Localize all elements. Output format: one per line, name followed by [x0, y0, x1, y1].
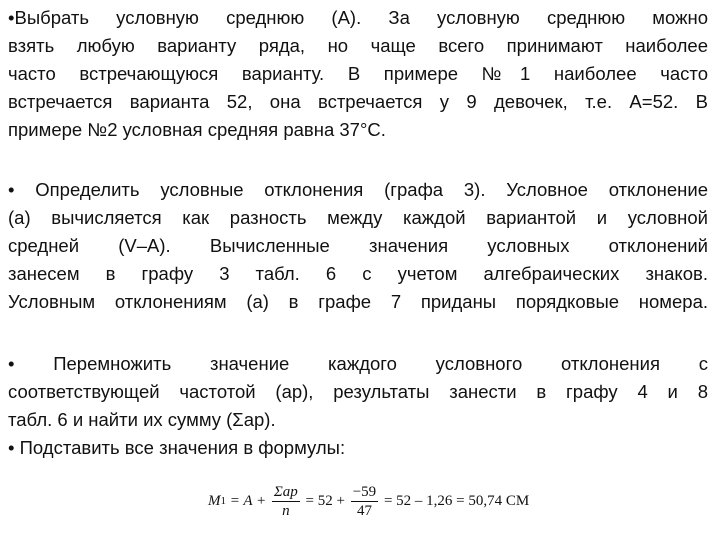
- formula-eq1: = A +: [226, 492, 270, 509]
- text-line: занесем в графу 3 табл. 6 с учетом алгебраических знаков.: [8, 263, 708, 284]
- mean-formula: [208, 476, 530, 526]
- text-line: соответствующей частотой (ар), результаты занести в графу 4 и 8: [8, 381, 708, 402]
- formula-eq2: = 52 +: [301, 492, 349, 509]
- text-line: часто встречающуюся варианту. В примере №1 наиболее часто: [8, 63, 708, 84]
- paragraph-conditional-mean: [8, 4, 708, 144]
- text-line: • Перемножить значение каждого условного отклонения с: [8, 353, 708, 374]
- formula-eq3: = 52 – 1,26 = 50,74 СМ: [380, 492, 530, 509]
- text-line: Условным отклонениям (а) в графе 7 приданы порядковые номера.: [8, 291, 708, 312]
- text-line: (а) вычисляется как разность между каждой вариантой и условной: [8, 207, 708, 228]
- text-line: • Определить условные отклонения (графа 3). Условное отклонение: [8, 179, 708, 200]
- formula-lhs: M: [208, 492, 221, 509]
- fraction-denominator: 47: [356, 502, 372, 519]
- text-line: табл. 6 и найти их сумму (Σар).: [8, 409, 276, 430]
- text-line: • Подставить все значения в формулы:: [8, 437, 346, 458]
- text-line: встречается варианта 52, она встречается у 9 девочек, т.е. А=52. В: [8, 91, 708, 112]
- text-line: •Выбрать условную среднюю (А). За условную среднюю можно: [8, 7, 708, 28]
- formula-fraction-2: [351, 483, 378, 520]
- fraction-numerator: −59: [352, 483, 377, 500]
- paragraph-multiply: [8, 350, 708, 434]
- formula-lhs-subscript: 1: [220, 495, 226, 507]
- text-line: примере №2 условная средняя равна 37°С.: [8, 119, 386, 140]
- text-line: взять любую варианту ряда, но чаще всего принимают наиболее: [8, 35, 708, 56]
- text-line: средней (V–A). Вычисленные значения условных отклонений: [8, 235, 708, 256]
- paragraph-substitute: [8, 434, 708, 462]
- formula-fraction-1: [272, 483, 300, 520]
- paragraph-conditional-deviations: [8, 176, 708, 316]
- fraction-numerator: Σap: [273, 483, 298, 500]
- fraction-denominator: n: [282, 502, 290, 519]
